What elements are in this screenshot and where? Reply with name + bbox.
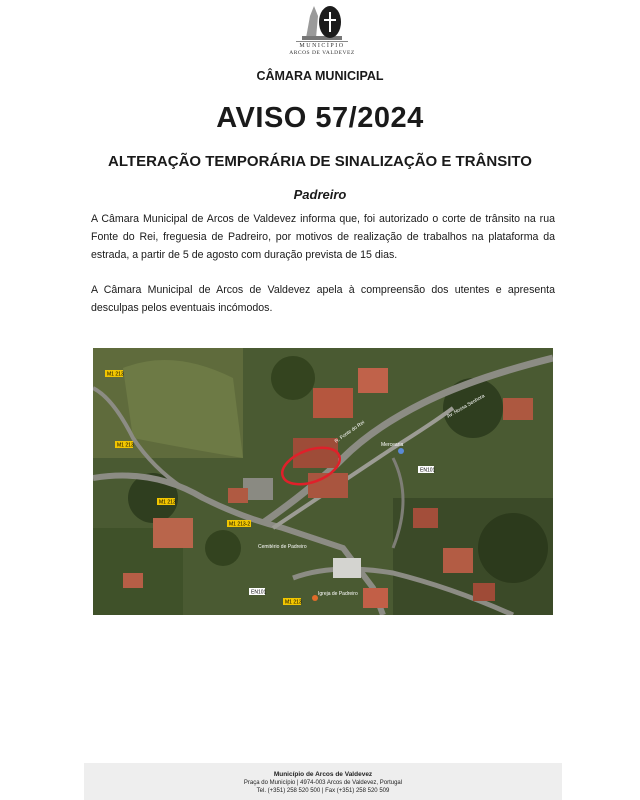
map-label-road-a: M1 213 xyxy=(107,371,124,378)
footer-contacts: Tel. (+351) 258 520 500 | Fax (+351) 258 520 509 xyxy=(256,788,390,794)
map-label-street: R. Fonte do Rei xyxy=(333,419,366,445)
satellite-map xyxy=(93,348,553,615)
coat-of-arms-icon xyxy=(288,2,356,44)
footer-name: Município de Arcos de Valdevez xyxy=(273,771,373,778)
map-label-road-d: M1 213-2 xyxy=(229,521,251,528)
notice-location: Padreiro xyxy=(293,187,347,202)
footer-address: Praça do Município | 4974-003 Arcos de Valdevez, Portugal xyxy=(243,780,403,786)
map-label-road-e: M1 213 xyxy=(285,599,302,606)
map-label-place-2: Cemitério de Padreiro xyxy=(258,544,307,550)
notice-title: AVISO 57/2024 xyxy=(216,102,424,134)
notice-paragraph-1: A Câmara Municipal de Arcos de Valdevez informa que, foi autorizado o corte de trânsito na rua Fonte do Rei, freguesia de Padreiro, por motivos de realização de trabalhos na plataforma da estrada, a partir de 5 de agosto com duração prevista de 15 dias. xyxy=(91,213,555,261)
map-label-road-g: EN101 xyxy=(251,589,267,596)
map-label-place-3: Igreja de Padreiro xyxy=(318,591,358,597)
organization-name: CÂMARA MUNICIPAL xyxy=(256,69,384,83)
municipality-logo xyxy=(288,2,356,58)
page-footer xyxy=(84,763,562,800)
notice-paragraph-2: A Câmara Municipal de Arcos de Valdevez apela à compreensão dos utentes e apresenta desculpas pelos eventuais incómodos. xyxy=(91,284,555,314)
map-label-place-1: Mercearia xyxy=(381,442,404,448)
map-pin-icon xyxy=(312,595,318,601)
map-label-avenue: Av. Nossa Senhora xyxy=(446,393,486,420)
logo-text-arcos: ARCOS DE VALDEVEZ xyxy=(289,50,355,56)
map-pin-icon xyxy=(398,448,404,454)
map-label-road-c: M1 213 xyxy=(159,499,176,506)
notice-subtitle: ALTERAÇÃO TEMPORÁRIA DE SINALIZAÇÃO E TRÂNSITO xyxy=(108,153,532,170)
map-label-road-b: M1 213 xyxy=(117,442,134,449)
logo-text-municipio: MUNICÍPIO xyxy=(299,43,345,49)
map-label-road-f: EN101 xyxy=(420,467,436,474)
